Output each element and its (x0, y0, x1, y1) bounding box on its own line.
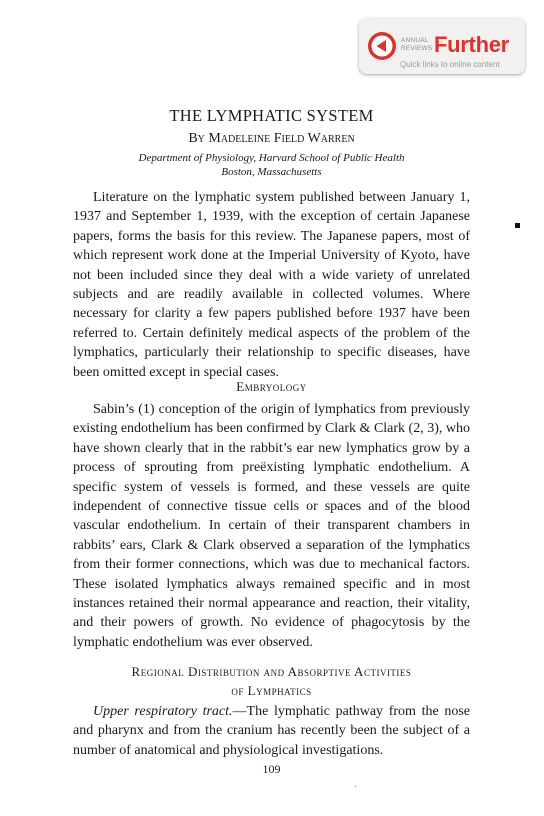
further-label: Further (434, 32, 509, 57)
author-location: Boston, Massachusetts (221, 166, 322, 178)
author-affiliation: Department of Physiology, Harvard School of Public Health (138, 152, 405, 164)
regional-paragraph-text: —The lymphatic pathway from the nose and pharynx and from the cranium has recently been the subject of a number of anatomical and physiological investigations. (73, 704, 470, 758)
article-title: THE LYMPHATIC SYSTEM (169, 106, 374, 125)
regional-paragraph (73, 702, 470, 760)
scan-speck (355, 786, 356, 787)
author-line (73, 131, 470, 147)
play-arrow-icon (367, 31, 397, 61)
section-heading-embryology: Embryology (236, 379, 307, 394)
author-prefix: By (188, 131, 209, 146)
further-banner[interactable] (359, 18, 525, 74)
page-number: 109 (262, 762, 281, 776)
annual-label: ANNUAL (401, 37, 429, 44)
embryology-paragraph: Sabin’s (1) conception of the origin of lymphatics from previously existing endothelium has been confirmed by Clark & Clark (2, 3), who have shown clearly that in the rabbit’s ear new lymphatics grow by a process of sprouting from preëxisting lymphatic endothelium. A specific system of vessels is formed, and these vessels are quite independent of connective tissue cells or spaces and of the blood vascular endothelium. In certain of their transparent chambers in rabbits’ ears, Clark & Clark observed a separation of the lymphatics from their former connections, which was due to mechanical factors. These isolated lymphatics always remained specific and in most instances retained their normal appearance and reaction, their vitality, and their powers of growth. No evidence of phagocytosis by the lymphatic endothelium was ever observed. (73, 402, 470, 650)
runin-heading: Upper respiratory tract. (93, 704, 233, 719)
annual-reviews-logo-text (401, 37, 431, 52)
author-name: Madeleine Field Warren (208, 131, 355, 146)
section-heading-regional-line1: Regional Distribution and Absorptive Activities (131, 664, 412, 679)
quick-links-label: Quick links to online content (400, 60, 500, 69)
intro-paragraph: Literature on the lymphatic system published between January 1, 1937 and September 1, 1939, with the exception of certain Japanese papers, forms the basis for this review. The Japanese papers, most of which represent work done at the Imperial University of Kyoto, have not been included since they deal with a wide variety of unrelated subjects and are readily available in collected volumes. Where necessary for clarity a few papers published before 1937 have been referred to. Certain definitely medical aspects of the problem of the lymphatics, particularly their relationship to specific diseases, have been omitted except in special cases. (73, 190, 470, 380)
margin-mark (515, 223, 520, 228)
section-heading-regional-line2: of Lymphatics (231, 683, 312, 698)
reviews-label: REVIEWS (401, 44, 433, 52)
